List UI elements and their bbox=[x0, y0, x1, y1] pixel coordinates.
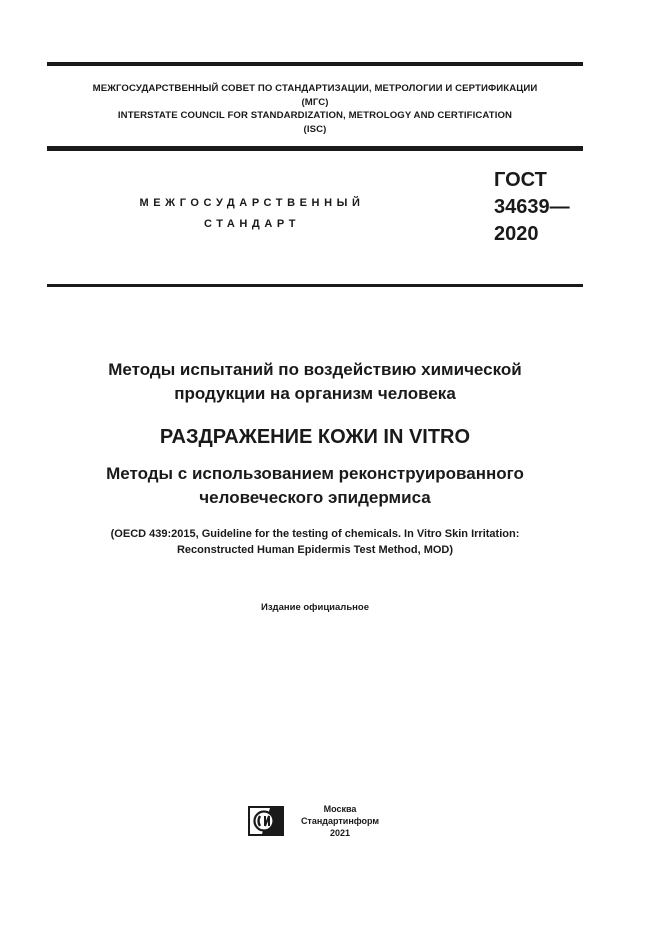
subtitle bbox=[47, 462, 583, 510]
standard-type bbox=[62, 193, 442, 235]
edition-text: Издание официальное bbox=[261, 602, 369, 613]
main-title bbox=[47, 424, 583, 450]
oecd-reference bbox=[47, 526, 583, 558]
oecd-reference-line2: Reconstructed Human Epidermis Test Method, MOD) bbox=[176, 544, 454, 556]
standartinform-logo-icon bbox=[248, 806, 284, 836]
edition-label bbox=[47, 601, 583, 614]
standard-type-line2: СТАНДАРТ bbox=[203, 218, 301, 230]
main-title-text: РАЗДРАЖЕНИЕ КОЖИ IN VITRO bbox=[159, 426, 471, 448]
subtitle-line1: Методы с использованием реконструированного bbox=[106, 464, 524, 483]
general-title-line2: продукции на организм человека bbox=[174, 384, 456, 403]
council-header bbox=[47, 82, 583, 136]
oecd-reference-line1: (OECD 439:2015, Guideline for the testing of chemicals. In Vitro Skin Irritation: bbox=[110, 528, 520, 540]
title-divider-rule bbox=[47, 284, 583, 287]
publisher-year: 2021 bbox=[329, 828, 351, 838]
designation-line1: ГОСТ bbox=[494, 169, 547, 191]
header-divider-rule bbox=[47, 146, 583, 151]
general-title-line1: Методы испытаний по воздействию химической bbox=[108, 360, 522, 379]
designation-line2: 34639— bbox=[494, 196, 570, 218]
standard-designation bbox=[494, 167, 570, 248]
council-abbr-en: (ISC) bbox=[303, 123, 327, 135]
publisher-block bbox=[300, 803, 380, 839]
subtitle-line2: человеческого эпидермиса bbox=[199, 488, 431, 507]
standard-type-line1: МЕЖГОСУДАРСТВЕННЫЙ bbox=[139, 197, 365, 209]
council-abbr-ru: (МГС) bbox=[301, 96, 329, 108]
general-title bbox=[47, 358, 583, 406]
council-name-ru: МЕЖГОСУДАРСТВЕННЫЙ СОВЕТ ПО СТАНДАРТИЗАЦИИ, МЕТРОЛОГИИ И СЕРТИФИКАЦИИ bbox=[92, 83, 538, 94]
publisher-city: Москва bbox=[323, 804, 357, 814]
council-name-en: INTERSTATE COUNCIL FOR STANDARDIZATION, METROLOGY AND CERTIFICATION bbox=[117, 110, 513, 121]
designation-line3: 2020 bbox=[494, 223, 539, 245]
publisher-name: Стандартинформ bbox=[300, 816, 380, 826]
top-rule bbox=[47, 62, 583, 66]
